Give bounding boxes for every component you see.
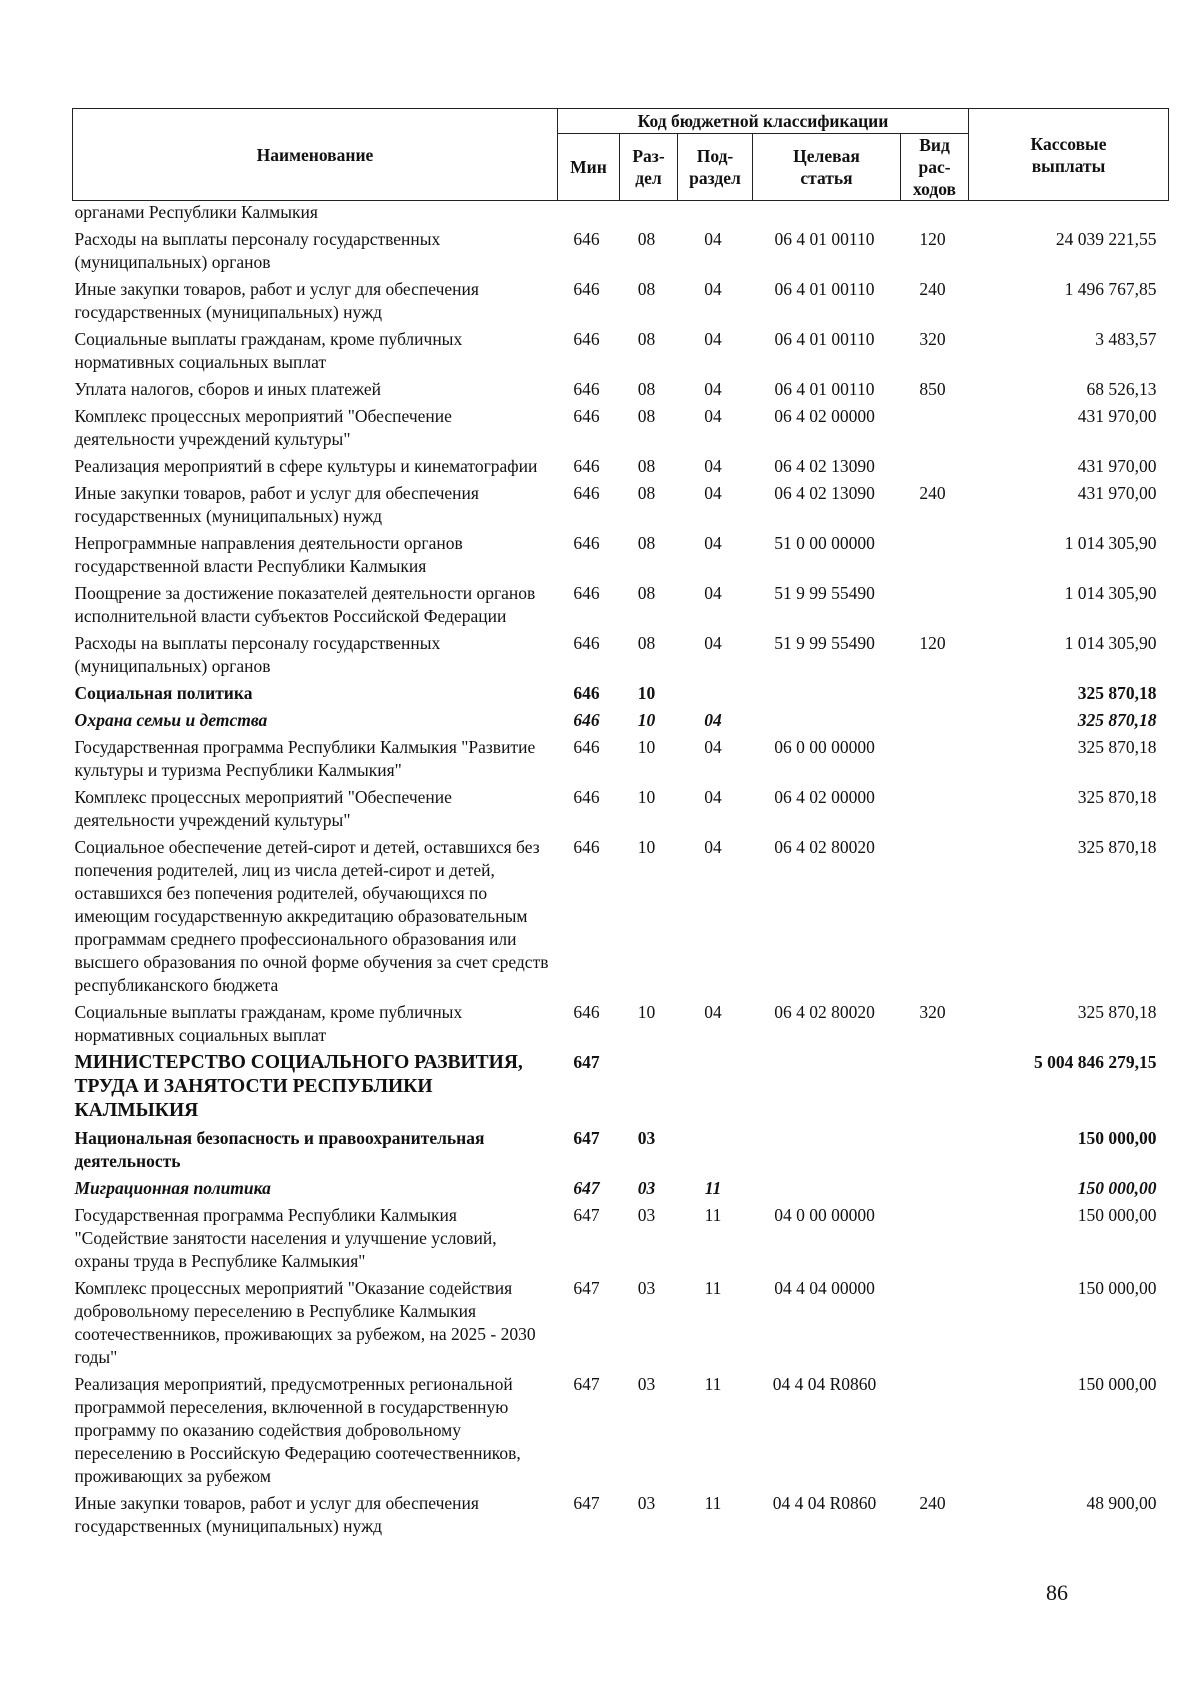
cell-razdel: 10 [637, 710, 656, 730]
cell-statia [753, 705, 901, 732]
cell-amount: 431 970,00 [1077, 483, 1157, 503]
cell-min: 646 [573, 787, 600, 807]
cell-amount: 1 014 305,90 [1064, 633, 1157, 653]
cell-statia: 51 0 00 00000 [774, 533, 875, 553]
table-row [73, 1123, 1169, 1173]
cell-vid [901, 782, 969, 832]
cell-min: 647 [573, 1128, 600, 1148]
cell-min: 646 [573, 406, 600, 426]
cell-statia: 06 4 01 00110 [774, 379, 875, 399]
cell-podrazdel: 04 [704, 483, 722, 503]
table-row [73, 324, 1169, 374]
cell-name: Реализация мероприятий в сфере культуры и кинематографии [74, 456, 538, 476]
cell-razdel: 08 [637, 406, 656, 426]
cell-name: Иные закупки товаров, работ и услуг для обеспечения государственных (муниципальных) нужд [74, 483, 479, 526]
header-min: Мин [558, 134, 620, 201]
cell-vid: 320 [919, 1002, 946, 1022]
cell-amount: 48 900,00 [1086, 1493, 1157, 1513]
cell-podrazdel: 04 [704, 329, 722, 349]
cell-statia: 06 4 02 00000 [774, 787, 875, 807]
cell-amount: 325 870,18 [1077, 737, 1157, 757]
cell-statia: 06 4 01 00110 [774, 279, 875, 299]
cell-min: 647 [573, 1278, 600, 1298]
cell-razdel [620, 201, 678, 225]
cell-name: Непрограммные направления деятельности органов государственной власти Республики Калмыкия [74, 533, 463, 576]
cell-statia [753, 1047, 901, 1123]
cell-razdel: 08 [637, 583, 656, 603]
cell-min: 646 [573, 279, 600, 299]
cell-razdel: 08 [637, 633, 656, 653]
cell-podrazdel: 04 [704, 406, 722, 426]
budget-table-sheet [72, 108, 1168, 1538]
cell-min: 646 [573, 329, 600, 349]
cell-min: 646 [573, 483, 600, 503]
cell-amount: 68 526,13 [1086, 379, 1157, 399]
header-kassa: Кассовые выплаты [969, 109, 1169, 201]
cell-name: Миграционная политика [74, 1178, 271, 1198]
table-row [73, 224, 1169, 274]
cell-min: 646 [573, 837, 600, 857]
table-row [73, 528, 1169, 578]
cell-razdel: 08 [637, 279, 656, 299]
cell-vid: 240 [919, 279, 946, 299]
cell-min: 646 [573, 710, 600, 730]
cell-statia: 04 4 04 R0860 [772, 1493, 877, 1513]
cell-podrazdel: 04 [704, 710, 722, 730]
cell-min: 647 [573, 1493, 600, 1513]
cell-min: 647 [573, 1374, 600, 1394]
cell-razdel: 03 [637, 1178, 656, 1198]
cell-razdel: 03 [637, 1128, 656, 1148]
cell-razdel: 03 [637, 1278, 656, 1298]
cell-amount: 150 000,00 [1077, 1278, 1157, 1298]
table-header [73, 109, 1169, 201]
cell-min: 646 [573, 456, 600, 476]
cell-name: Социальная политика [74, 683, 253, 703]
table-row [73, 1200, 1169, 1273]
cell-min: 646 [573, 229, 600, 249]
cell-min: 646 [573, 633, 600, 653]
cell-name: Иные закупки товаров, работ и услуг для обеспечения государственных (муниципальных) нужд [74, 279, 479, 322]
cell-statia: 06 4 02 80020 [774, 1002, 875, 1022]
cell-amount: 325 870,18 [1077, 837, 1157, 857]
cell-vid [901, 1273, 969, 1369]
cell-podrazdel: 04 [704, 379, 722, 399]
cell-podrazdel [678, 201, 753, 225]
cell-min: 646 [573, 379, 600, 399]
table-body [73, 201, 1169, 1539]
cell-podrazdel: 04 [704, 456, 722, 476]
table-row [73, 1369, 1169, 1488]
header-group: Код бюджетной классификации [558, 109, 969, 134]
cell-name: Реализация мероприятий, предусмотренных региональной программой переселения, включенной в государственную программу по оказанию содействия добровольному переселению в Российскую Федерацию соотечественников, проживающих за рубежом [74, 1374, 521, 1486]
cell-amount: 24 039 221,55 [1055, 229, 1157, 249]
cell-name: Социальные выплаты гражданам, кроме публичных нормативных социальных выплат [74, 329, 463, 372]
table-row [73, 1047, 1169, 1123]
cell-name: Иные закупки товаров, работ и услуг для обеспечения государственных (муниципальных) нужд [74, 1493, 479, 1536]
cell-vid: 240 [919, 483, 946, 503]
cell-podrazdel: 04 [704, 633, 722, 653]
table-row [73, 732, 1169, 782]
cell-statia: 06 4 02 80020 [774, 837, 875, 857]
cell-statia: 51 9 99 55490 [774, 633, 875, 653]
cell-amount: 325 870,18 [1077, 787, 1157, 807]
table-row [73, 705, 1169, 732]
page-number: 86 [1046, 1580, 1068, 1605]
cell-min: 646 [573, 533, 600, 553]
cell-podrazdel: 04 [704, 837, 722, 857]
cell-vid: 120 [919, 229, 946, 249]
table-row [73, 782, 1169, 832]
cell-razdel: 10 [637, 837, 656, 857]
cell-name: Комплекс процессных мероприятий "Оказание содействия добровольному переселению в Республике Калмыкия соотечественников, проживающих за рубежом, на 2025 - 2030 годы" [74, 1278, 536, 1367]
table-row [73, 1273, 1169, 1369]
cell-statia: 06 4 02 13090 [774, 483, 875, 503]
cell-podrazdel: 11 [704, 1205, 722, 1225]
cell-name: Национальная безопасность и правоохранительная деятельность [74, 1128, 485, 1171]
cell-podrazdel: 11 [704, 1493, 722, 1513]
cell-vid [901, 705, 969, 732]
header-podrazdel: Под- раздел [678, 134, 753, 201]
cell-name: Уплата налогов, сборов и иных платежей [74, 379, 381, 399]
cell-vid: 120 [919, 633, 946, 653]
cell-min: 647 [573, 1178, 600, 1198]
cell-statia [753, 678, 901, 705]
cell-statia: 06 0 00 00000 [774, 737, 875, 757]
cell-vid [901, 528, 969, 578]
cell-vid [901, 1200, 969, 1273]
table-row [73, 578, 1169, 628]
cell-statia: 06 4 01 00110 [774, 329, 875, 349]
cell-razdel: 03 [637, 1374, 656, 1394]
cell-name: Государственная программа Республики Калмыкия "Развитие культуры и туризма Республики Калмыкия" [74, 737, 536, 780]
cell-amount: 325 870,18 [1077, 710, 1157, 730]
cell-amount: 150 000,00 [1077, 1178, 1157, 1198]
cell-podrazdel: 04 [704, 583, 722, 603]
cell-razdel [620, 1047, 678, 1123]
table-row [73, 451, 1169, 478]
cell-name: Комплекс процессных мероприятий "Обеспечение деятельности учреждений культуры" [74, 787, 452, 830]
cell-podrazdel: 04 [704, 279, 722, 299]
table-row [73, 832, 1169, 997]
cell-statia: 06 4 02 00000 [774, 406, 875, 426]
header-statia: Целевая статья [753, 134, 901, 201]
cell-name: Поощрение за достижение показателей деятельности органов исполнительной власти субъектов Российской Федерации [74, 583, 536, 626]
cell-name: Комплекс процессных мероприятий "Обеспечение деятельности учреждений культуры" [74, 406, 452, 449]
cell-min [558, 201, 620, 225]
header-name: Наименование [73, 109, 558, 201]
cell-min: 646 [573, 683, 600, 703]
cell-razdel: 03 [637, 1205, 656, 1225]
cell-name: Расходы на выплаты персоналу государственных (муниципальных) органов [74, 229, 441, 272]
cell-name: Охрана семьи и детства [74, 710, 268, 730]
table-row [73, 201, 1169, 225]
cell-razdel: 10 [637, 1002, 656, 1022]
cell-min: 646 [573, 737, 600, 757]
cell-vid: 240 [919, 1493, 946, 1513]
cell-vid [901, 1173, 969, 1200]
table-row [73, 478, 1169, 528]
cell-amount: 325 870,18 [1077, 1002, 1157, 1022]
cell-amount: 431 970,00 [1077, 456, 1157, 476]
cell-name: органами Республики Калмыкия [74, 202, 318, 222]
cell-razdel: 08 [637, 483, 656, 503]
cell-min: 647 [573, 1205, 600, 1225]
cell-vid [901, 1369, 969, 1488]
cell-name: Государственная программа Республики Калмыкия "Содействие занятости населения и улучшение условий, охраны труда в Республике Калмыкия" [74, 1205, 497, 1271]
cell-podrazdel: 04 [704, 787, 722, 807]
cell-podrazdel: 11 [704, 1374, 722, 1394]
cell-statia [753, 1173, 901, 1200]
cell-podrazdel [678, 678, 753, 705]
cell-amount: 5 004 846 279,15 [1034, 1052, 1157, 1072]
cell-razdel: 10 [637, 787, 656, 807]
cell-statia [753, 1123, 901, 1173]
cell-statia: 06 4 01 00110 [774, 229, 875, 249]
cell-amount [969, 201, 1169, 225]
cell-statia: 04 4 04 00000 [774, 1278, 875, 1298]
cell-vid [901, 732, 969, 782]
table-row [73, 628, 1169, 678]
cell-min: 647 [573, 1052, 600, 1072]
cell-podrazdel: 11 [704, 1178, 722, 1198]
table-row [73, 997, 1169, 1047]
cell-podrazdel: 04 [704, 229, 722, 249]
cell-amount: 431 970,00 [1077, 406, 1157, 426]
cell-vid [901, 578, 969, 628]
cell-podrazdel: 04 [704, 1002, 722, 1022]
cell-razdel: 08 [637, 229, 656, 249]
table-row [73, 678, 1169, 705]
cell-razdel: 10 [637, 683, 656, 703]
cell-podrazdel: 04 [704, 533, 722, 553]
cell-vid: 850 [919, 379, 946, 399]
cell-vid [901, 451, 969, 478]
cell-name: МИНИСТЕРСТВО СОЦИАЛЬНОГО РАЗВИТИЯ, ТРУДА И ЗАНЯТОСТИ РЕСПУБЛИКИ КАЛМЫКИЯ [74, 1052, 523, 1121]
cell-statia: 04 0 00 00000 [774, 1205, 875, 1225]
cell-amount: 3 483,57 [1095, 329, 1157, 349]
cell-amount: 1 014 305,90 [1064, 583, 1157, 603]
cell-razdel: 08 [637, 456, 656, 476]
cell-vid [901, 201, 969, 225]
header-vid: Вид рас- ходов [901, 134, 969, 201]
cell-razdel: 10 [637, 737, 656, 757]
cell-statia: 04 4 04 R0860 [772, 1374, 877, 1394]
table-row [73, 274, 1169, 324]
table-row [73, 401, 1169, 451]
cell-amount: 325 870,18 [1077, 683, 1157, 703]
table-row [73, 1173, 1169, 1200]
cell-podrazdel [678, 1123, 753, 1173]
cell-statia: 06 4 02 13090 [774, 456, 875, 476]
table-row [73, 1488, 1169, 1538]
cell-podrazdel: 11 [704, 1278, 722, 1298]
cell-statia: 51 9 99 55490 [774, 583, 875, 603]
cell-amount: 1 014 305,90 [1064, 533, 1157, 553]
cell-razdel: 08 [637, 533, 656, 553]
cell-vid [901, 1123, 969, 1173]
cell-vid [901, 401, 969, 451]
cell-min: 646 [573, 1002, 600, 1022]
cell-razdel: 03 [637, 1493, 656, 1513]
cell-razdel: 08 [637, 329, 656, 349]
cell-statia [753, 201, 901, 225]
cell-name: Социальное обеспечение детей-сирот и детей, оставшихся без попечения родителей, лиц из числа детей-сирот и детей, оставшихся без попечения родителей, обучающихся по имеющим государственную аккредитацию образовательным программам среднего профессионального образования или высшего образования по очной форме обучения за счет средств республиканского бюджета [74, 837, 549, 995]
header-razdel: Раз- дел [620, 134, 678, 201]
cell-name: Расходы на выплаты персоналу государственных (муниципальных) органов [74, 633, 441, 676]
cell-amount: 150 000,00 [1077, 1374, 1157, 1394]
cell-amount: 1 496 767,85 [1064, 279, 1157, 299]
cell-vid [901, 678, 969, 705]
cell-min: 646 [573, 583, 600, 603]
cell-vid [901, 1047, 969, 1123]
cell-name: Социальные выплаты гражданам, кроме публичных нормативных социальных выплат [74, 1002, 463, 1045]
cell-podrazdel: 04 [704, 737, 722, 757]
table-row [73, 374, 1169, 401]
cell-razdel: 08 [637, 379, 656, 399]
cell-amount: 150 000,00 [1077, 1128, 1157, 1148]
cell-vid [901, 832, 969, 997]
cell-amount: 150 000,00 [1077, 1205, 1157, 1225]
budget-table [72, 108, 1169, 1538]
cell-podrazdel [678, 1047, 753, 1123]
cell-vid: 320 [919, 329, 946, 349]
